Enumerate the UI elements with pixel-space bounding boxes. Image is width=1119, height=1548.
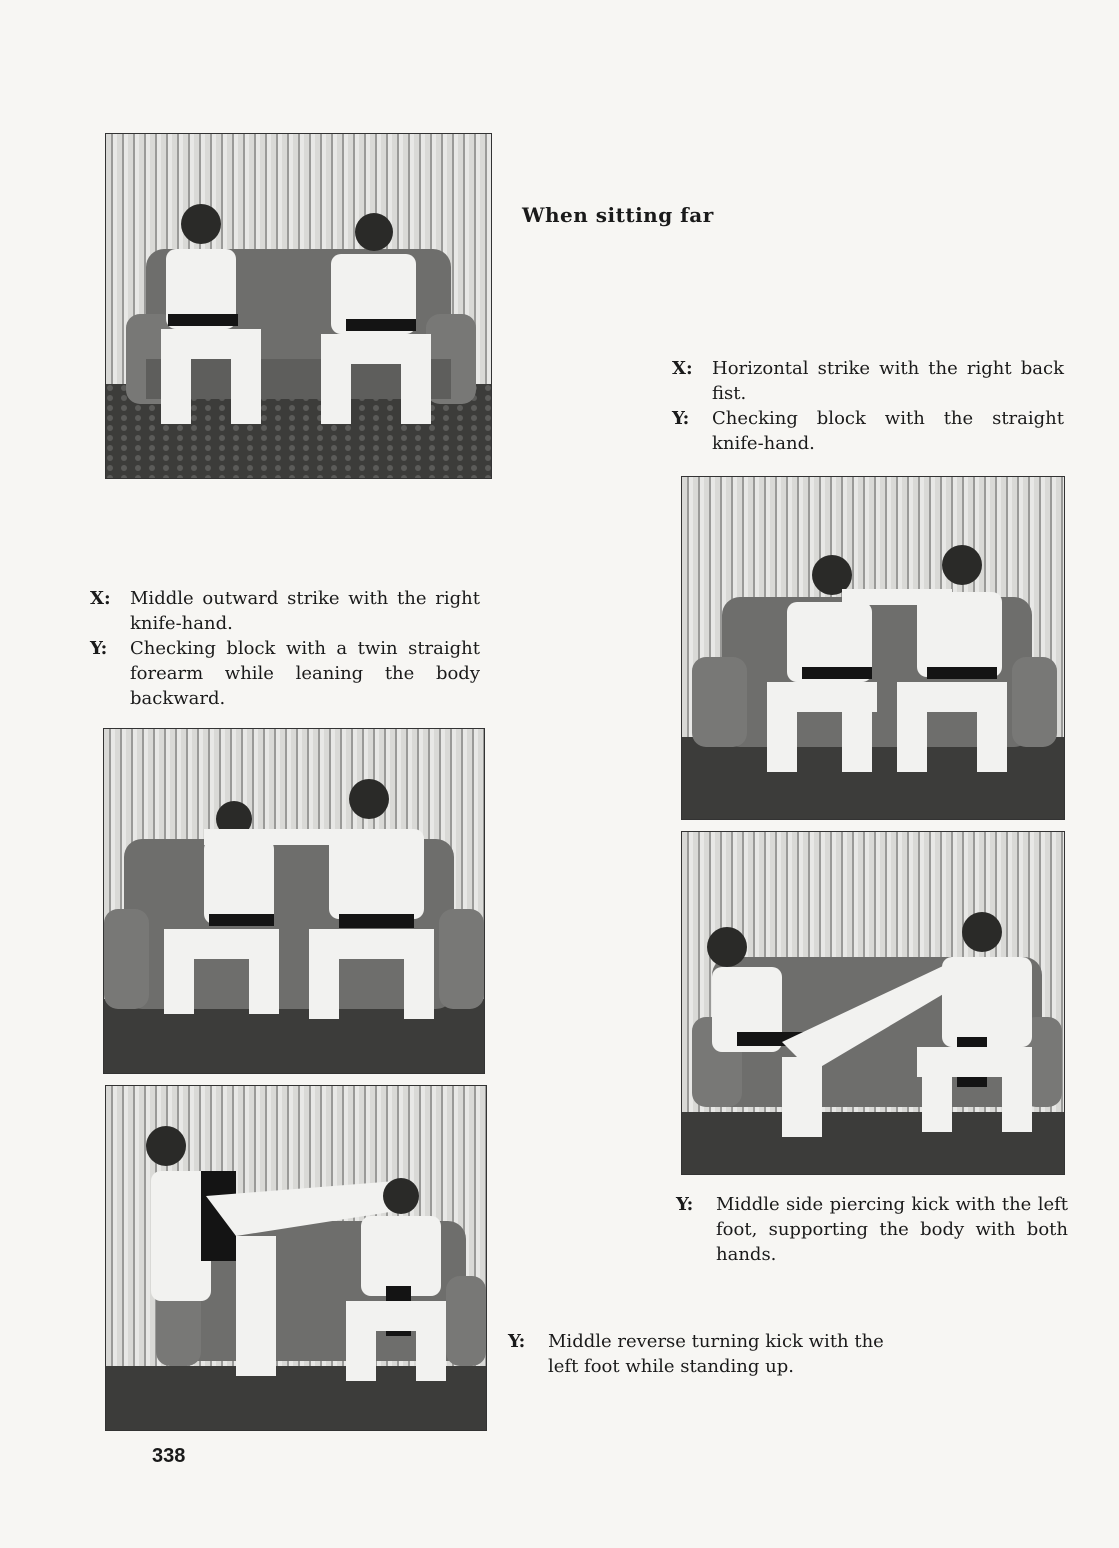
caption-outward-strike	[90, 586, 480, 711]
photo-side-piercing-kick	[681, 831, 1065, 1175]
speaker-label: X:	[90, 588, 111, 609]
caption-text: Middle reverse turning kick with the left foot while standing up.	[548, 1331, 884, 1377]
photo-reverse-turning-kick	[105, 1085, 487, 1431]
caption-text: Horizontal strike with the right back fist.	[712, 358, 1064, 404]
caption-horizontal-strike	[672, 356, 1064, 456]
caption-text: Checking block with a twin straight forearm while leaning the body backward.	[130, 638, 480, 709]
caption-side-piercing	[676, 1192, 1068, 1267]
speaker-label: Y:	[508, 1331, 526, 1352]
caption-text: Middle side piercing kick with the left foot, supporting the body with both hands.	[716, 1194, 1068, 1265]
photo-seated-start	[105, 133, 492, 479]
photo-outward-strike	[103, 728, 485, 1074]
photo-horizontal-strike	[681, 476, 1065, 820]
speaker-label: X:	[672, 358, 693, 379]
caption-text: Middle outward strike with the right knife-hand.	[130, 588, 480, 634]
page-number: 338	[152, 1445, 186, 1467]
speaker-label: Y:	[672, 408, 690, 429]
speaker-label: Y:	[90, 638, 108, 659]
section-heading: When sitting far	[522, 203, 714, 227]
caption-text: Checking block with the straight knife-hand.	[712, 408, 1064, 454]
caption-reverse-turning	[508, 1329, 903, 1379]
speaker-label: Y:	[676, 1194, 694, 1215]
